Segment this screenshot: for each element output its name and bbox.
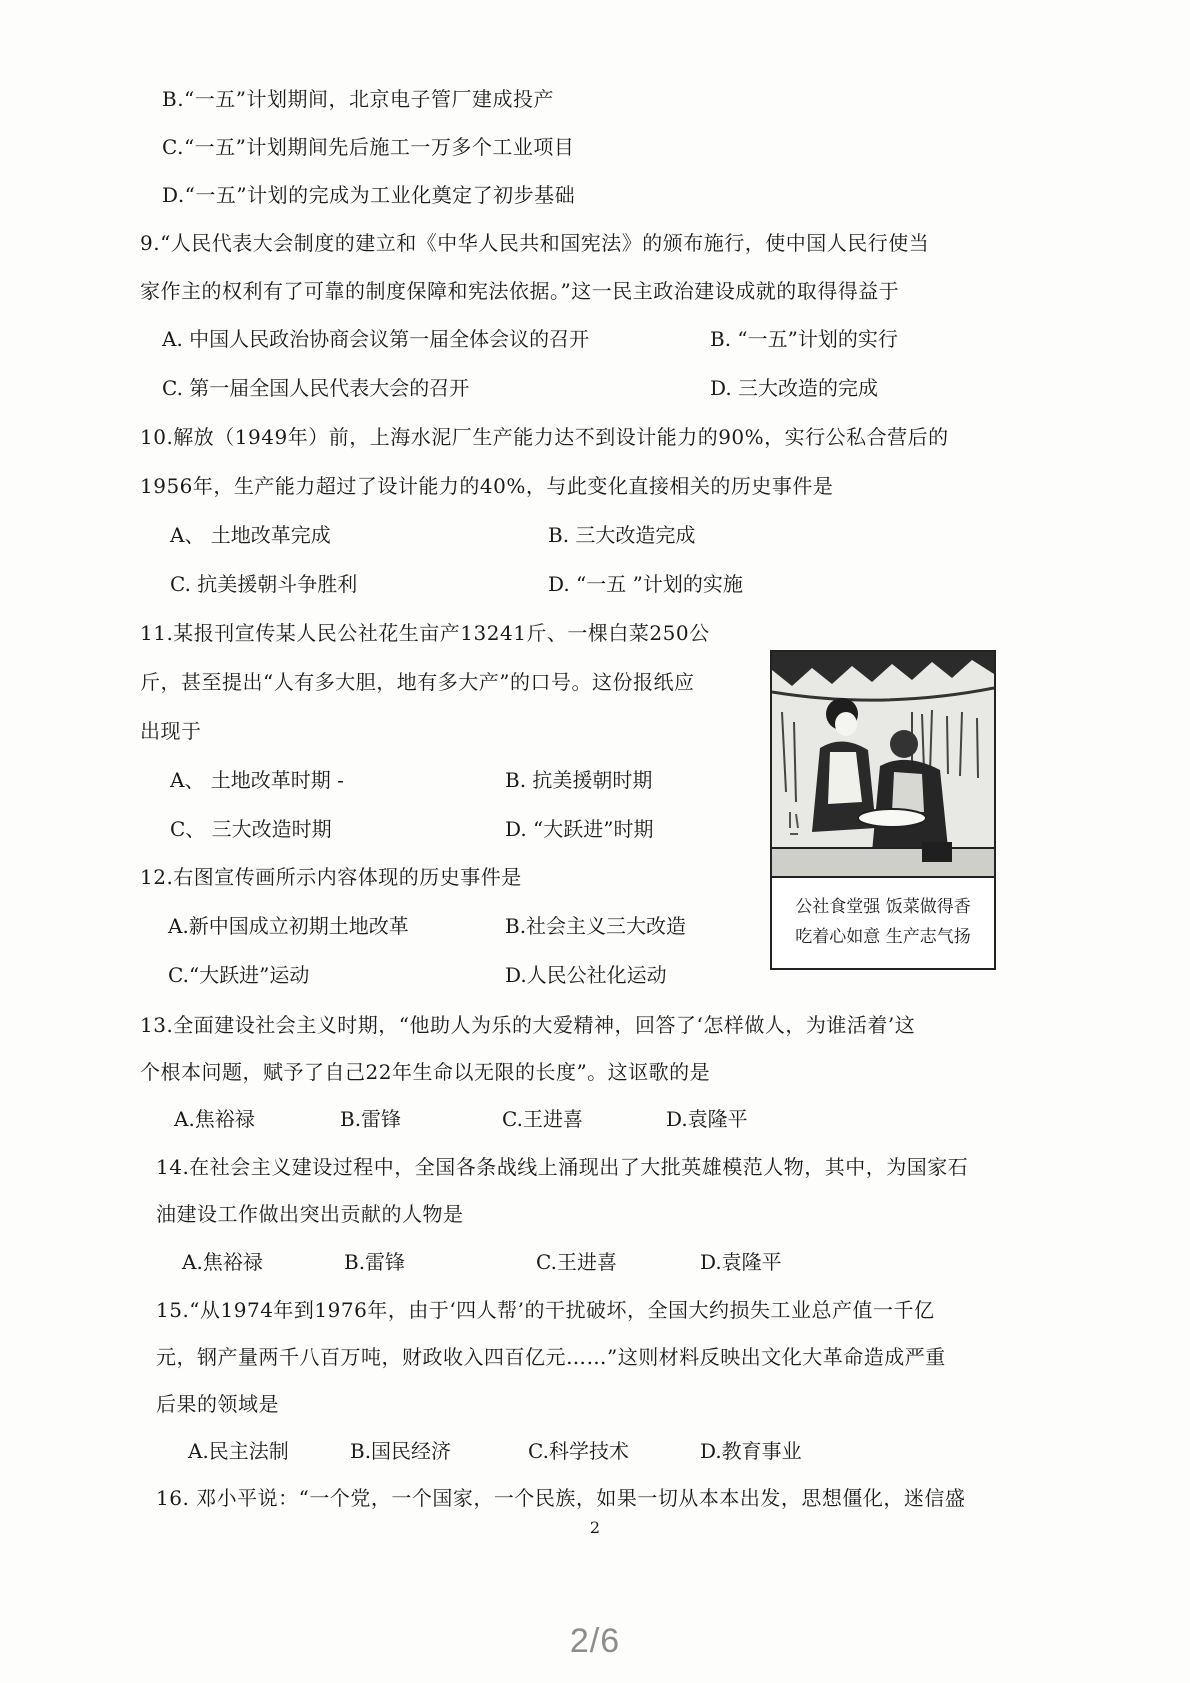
q12-stem: 12.右图宣传画所示内容体现的历史事件是: [140, 865, 522, 889]
q13-option-a: A.焦裕禄: [174, 1107, 255, 1131]
q15-option-d: D.教育事业: [700, 1439, 802, 1463]
q15-option-a: A.民主法制: [188, 1439, 289, 1463]
poster-caption-line2: 吃着心如意 生产志气扬: [795, 927, 971, 947]
q11-option-c: C、 三大改造时期: [170, 817, 332, 841]
q12-option-c: C.“大跃进”运动: [168, 963, 310, 987]
q8-option-b: B.“一五”计划期间，北京电子管厂建成投产: [162, 87, 555, 111]
q14-option-c: C.王进喜: [536, 1250, 617, 1274]
q10-option-c: C. 抗美援朝斗争胜利: [170, 572, 358, 596]
q12-option-d: D.人民公社化运动: [505, 963, 667, 987]
q11-stem-line2: 斤，甚至提出“人有多大胆，地有多大产”的口号。这份报纸应: [140, 670, 695, 694]
q15-stem-line2: 元，钢产量两千八百万吨，财政收入四百亿元……”这则材料反映出文化大革命造成严重: [156, 1345, 946, 1369]
propaganda-poster-illustration: [770, 650, 996, 878]
q12-option-a: A.新中国成立初期土地改革: [168, 914, 409, 938]
q9-option-a: A. 中国人民政治协商会议第一届全体会议的召开: [162, 327, 590, 351]
q15-option-b: B.国民经济: [350, 1439, 452, 1463]
q14-option-a: A.焦裕禄: [182, 1250, 263, 1274]
q10-option-d: D. “一五 ”计划的实施: [548, 572, 743, 596]
q11-option-a: A、 土地改革时期 -: [170, 768, 344, 792]
q14-option-d: D.袁隆平: [700, 1250, 782, 1274]
q10-stem-line1: 10.解放（1949年）前，上海水泥厂生产能力达不到设计能力的90%，实行公私合营后的: [140, 425, 949, 449]
propaganda-poster-figure: [770, 650, 996, 970]
q11-stem-line1: 11.某报刊宣传某人民公社花生亩产13241斤、一棵白菜250公: [140, 621, 710, 645]
q13-option-b: B.雷锋: [340, 1107, 402, 1131]
q16-stem-line1: 16. 邓小平说：“一个党，一个国家，一个民族，如果一切从本本出发，思想僵化，迷信盛: [156, 1486, 966, 1510]
q9-option-c: C. 第一届全国人民代表大会的召开: [162, 376, 470, 400]
q14-stem-line1: 14.在社会主义建设过程中，全国各条战线上涌现出了大批英雄模范人物，其中，为国家石: [156, 1155, 969, 1179]
q12-option-b: B.社会主义三大改造: [505, 914, 687, 938]
q8-option-c: C.“一五”计划期间先后施工一万多个工业项目: [162, 135, 575, 159]
q13-stem-line2: 个根本问题，赋予了自己22年生命以无限的长度”。这讴歌的是: [140, 1060, 711, 1084]
q10-option-b: B. 三大改造完成: [548, 523, 696, 547]
q9-option-d: D. 三大改造的完成: [710, 376, 879, 400]
q11-option-d: D. “大跃进”时期: [505, 817, 654, 841]
q11-stem-line3: 出现于: [140, 719, 202, 743]
q13-option-d: D.袁隆平: [666, 1107, 748, 1131]
q15-stem-line1: 15.“从1974年到1976年，由于‘四人帮’的干扰破坏，全国大约损失工业总产值一千亿: [156, 1298, 935, 1322]
q15-stem-line3: 后果的领域是: [156, 1392, 279, 1416]
q14-option-b: B.雷锋: [344, 1250, 406, 1274]
q13-option-c: C.王进喜: [502, 1107, 583, 1131]
page-indicator: 2/6: [569, 1622, 621, 1660]
q10-stem-line2: 1956年，生产能力超过了设计能力的40%，与此变化直接相关的历史事件是: [140, 474, 834, 498]
q15-option-c: C.科学技术: [528, 1439, 629, 1463]
q8-option-d: D.“一五”计划的完成为工业化奠定了初步基础: [162, 183, 576, 207]
q9-stem-line1: 9.“人民代表大会制度的建立和《中华人民共和国宪法》的颁布施行，使中国人民行使当: [140, 231, 930, 255]
q9-stem-line2: 家作主的权利有了可靠的制度保障和宪法依据。”这一民主政治建设成就的取得得益于: [140, 279, 900, 303]
printed-page-number: 2: [589, 1518, 601, 1537]
q9-option-b: B. “一五”计划的实行: [710, 327, 898, 351]
q11-option-b: B. 抗美援朝时期: [505, 768, 653, 792]
q14-stem-line2: 油建设工作做出突出贡献的人物是: [156, 1202, 464, 1226]
poster-caption-line1: 公社食堂强 饭菜做得香: [795, 897, 971, 917]
q13-stem-line1: 13.全面建设社会主义时期，“他助人为乐的大爱精神，回答了‘怎样做人，为谁活着’这: [140, 1013, 916, 1037]
q10-option-a: A、 土地改革完成: [170, 523, 331, 547]
propaganda-poster-caption: [770, 878, 996, 970]
